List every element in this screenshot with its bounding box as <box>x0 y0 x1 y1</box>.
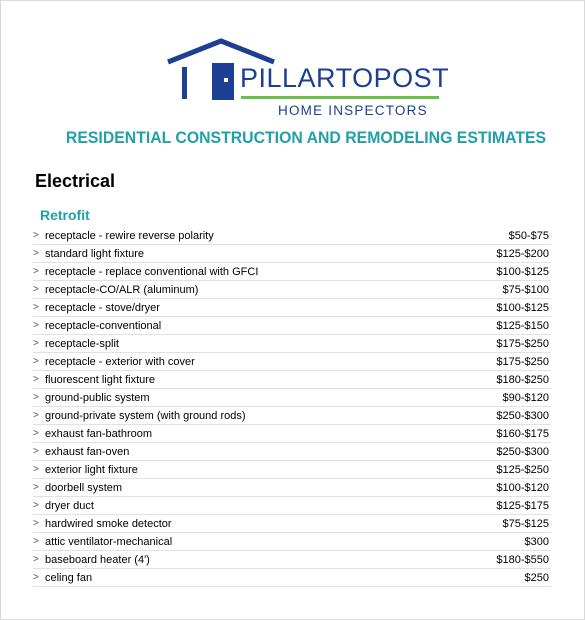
list-item <box>33 371 551 389</box>
item-label: receptacle-conventional <box>45 320 162 332</box>
item-label: ground-public system <box>45 392 150 404</box>
bullet-arrow-icon: > <box>33 356 39 367</box>
item-label: receptacle-split <box>45 338 119 350</box>
item-price: $250-$300 <box>496 410 549 422</box>
bullet-arrow-icon: > <box>33 536 39 547</box>
bullet-arrow-icon: > <box>33 446 39 457</box>
list-item <box>33 227 551 245</box>
item-label: exhaust fan-oven <box>45 446 130 458</box>
item-label: fluorescent light fixture <box>45 374 156 386</box>
item-price: $75-$100 <box>502 284 549 296</box>
item-price: $50-$75 <box>508 230 549 242</box>
item-price: $125-$175 <box>496 500 549 512</box>
bullet-arrow-icon: > <box>33 374 39 385</box>
item-label: receptacle - replace conventional with GFCI <box>45 266 259 278</box>
list-item <box>33 533 551 551</box>
item-price: $175-$250 <box>496 356 549 368</box>
item-label: standard light fixture <box>45 248 145 260</box>
item-label: receptacle - rewire reverse polarity <box>45 230 214 242</box>
list-item <box>33 353 551 371</box>
bullet-arrow-icon: > <box>33 500 39 511</box>
document-title: RESIDENTIAL CONSTRUCTION AND REMODELING ESTIMATES <box>65 128 547 147</box>
list-item <box>33 551 551 569</box>
item-price: $100-$125 <box>496 266 549 278</box>
item-price: $75-$125 <box>502 518 549 530</box>
list-item <box>33 389 551 407</box>
item-price: $180-$250 <box>496 374 549 386</box>
item-price: $90-$120 <box>502 392 549 404</box>
list-item <box>33 497 551 515</box>
item-label: exhaust fan-bathroom <box>45 428 153 440</box>
bullet-arrow-icon: > <box>33 410 39 421</box>
item-label: receptacle-CO/ALR (aluminum) <box>45 284 199 296</box>
bullet-arrow-icon: > <box>33 482 39 493</box>
item-label: dryer duct <box>45 500 94 512</box>
bullet-arrow-icon: > <box>33 248 39 259</box>
bullet-arrow-icon: > <box>33 320 39 331</box>
logo-tagline: HOME INSPECTORS <box>278 103 428 118</box>
item-price: $160-$175 <box>496 428 549 440</box>
bullet-arrow-icon: > <box>33 338 39 349</box>
bullet-arrow-icon: > <box>33 464 39 475</box>
list-item <box>33 317 551 335</box>
bullet-arrow-icon: > <box>33 266 39 277</box>
item-price: $180-$550 <box>496 554 549 566</box>
bullet-arrow-icon: > <box>33 572 39 583</box>
bullet-arrow-icon: > <box>33 284 39 295</box>
list-item <box>33 443 551 461</box>
list-item <box>33 479 551 497</box>
item-label: attic ventilator-mechanical <box>45 536 173 548</box>
list-item <box>33 299 551 317</box>
estimate-list <box>33 227 551 587</box>
bullet-arrow-icon: > <box>33 428 39 439</box>
bullet-arrow-icon: > <box>33 302 39 313</box>
subsection-heading: Retrofit <box>40 207 90 223</box>
logo-brand-text: PILLARTOPOST <box>240 63 450 93</box>
list-item <box>33 569 551 587</box>
bullet-arrow-icon: > <box>33 230 39 241</box>
list-item <box>33 515 551 533</box>
item-label: receptacle - stove/dryer <box>45 302 160 314</box>
item-label: celing fan <box>45 572 93 584</box>
item-price: $175-$250 <box>496 338 549 350</box>
section-heading: Electrical <box>35 171 116 191</box>
item-label: baseboard heater (4') <box>45 554 150 566</box>
item-price: $250-$300 <box>496 446 549 458</box>
item-price: $100-$120 <box>496 482 549 494</box>
item-price: $300 <box>524 536 549 548</box>
item-price: $100-$125 <box>496 302 549 314</box>
list-item <box>33 245 551 263</box>
list-item <box>33 281 551 299</box>
item-label: exterior light fixture <box>45 464 138 476</box>
list-item <box>33 407 551 425</box>
item-price: $250 <box>524 572 549 584</box>
list-item <box>33 461 551 479</box>
bullet-arrow-icon: > <box>33 392 39 403</box>
item-price: $125-$150 <box>496 320 549 332</box>
bullet-arrow-icon: > <box>33 554 39 565</box>
company-logo <box>0 0 585 130</box>
logo-green-bar <box>241 96 439 99</box>
item-label: ground-private system (with ground rods) <box>45 410 246 422</box>
list-item <box>33 425 551 443</box>
bullet-arrow-icon: > <box>33 518 39 529</box>
item-price: $125-$200 <box>496 248 549 260</box>
item-label: hardwired smoke detector <box>45 518 172 530</box>
item-label: receptacle - exterior with cover <box>45 356 195 368</box>
item-price: $125-$250 <box>496 464 549 476</box>
list-item <box>33 335 551 353</box>
list-item <box>33 263 551 281</box>
item-label: doorbell system <box>45 482 123 494</box>
